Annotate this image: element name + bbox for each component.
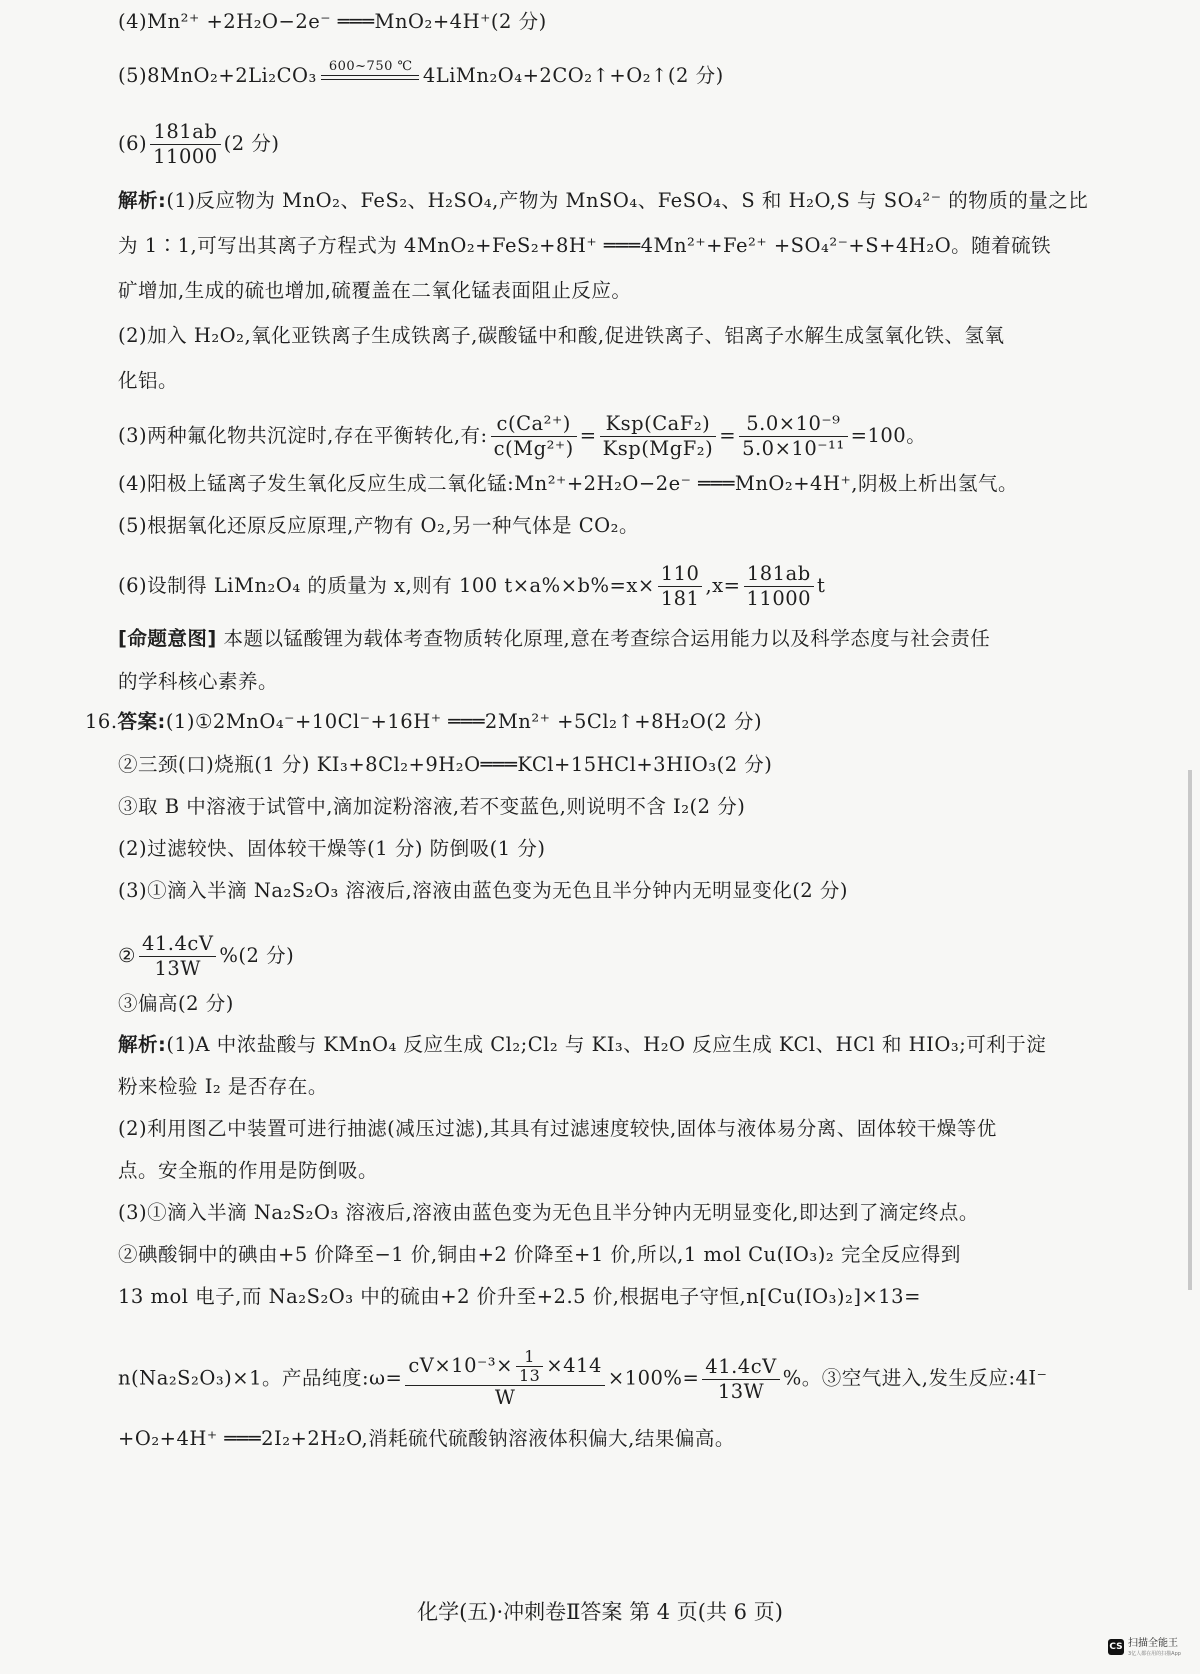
fraction-denominator: c(Mg²⁺) (493, 437, 574, 460)
analysis-text: (6)设制得 LiMn₂O₄ 的质量为 x,则有 100 t×a%×b%=x× (118, 574, 655, 597)
fraction (658, 562, 703, 611)
page-footer: 化学(五)·冲刺卷Ⅱ答案 第 4 页(共 6 页) (417, 1600, 783, 1624)
intent-text: 本题以锰酸锂为载体考查物质转化原理,意在考查综合运用能力以及科学态度与社会责任 (216, 627, 991, 650)
analysis-15-p1-l1 (118, 187, 1088, 215)
intent-label: [命题意图] (118, 627, 217, 650)
fraction-denominator: 11000 (746, 587, 812, 610)
fraction (702, 1355, 779, 1404)
fraction (600, 412, 717, 461)
analysis-15-p3: (3)两种氟化物共沉淀时,存在平衡转化,有: $\frac{\text{c(Ca²⁺)}}{\text{c(Mg²⁺)}}$ = $\frac{\text{Ksp(CaF₂)}}{\text{Ksp(MgF₂)}}$ = $\frac{\text{5.0×10⁻⁹}}{\text{5.0×10⁻¹¹}}$ =100。 (118, 412, 927, 460)
fraction-denominator: 13W (154, 957, 201, 980)
fraction-denominator: 13W (717, 1379, 765, 1403)
fraction-numerator (405, 1348, 605, 1386)
analysis-15-p1-l2: 为 1∶1,可写出其离子方程式为 4MnO₂+FeS₂+8H⁺ ═══4Mn²⁺+Fe²⁺ +SO₄²⁻+S+4H₂O。随着硫铁 (118, 234, 1052, 257)
scan-edge-shadow (1188, 770, 1192, 1290)
fraction (139, 932, 216, 981)
fraction (491, 412, 577, 461)
analysis-text: =100。 (850, 424, 927, 447)
answer-text: (1)①2MnO₄⁻+10Cl⁻+16H⁺ ═══2Mn²⁺ +5Cl₂↑+8H₂O(2 分) (165, 710, 763, 733)
fraction (739, 412, 848, 461)
fraction-numerator: 181ab (150, 120, 221, 145)
analysis-text: n(Na₂S₂O₃)×1。产品纯度:ω= (118, 1366, 403, 1390)
answer-15-5-right: 4LiMn₂O₄+2CO₂↑+O₂↑(2 分) (422, 64, 724, 87)
analysis-label: 解析: (118, 1033, 167, 1056)
analysis-16-p3-l4 (118, 1348, 1047, 1410)
numerator-part: ×414 (546, 1354, 602, 1377)
numerator-part: cV×10⁻³× (408, 1354, 513, 1377)
answer-15-5 (118, 58, 724, 90)
analysis-text: ×100%= (607, 1366, 700, 1390)
fraction-numerator: 181ab (744, 562, 815, 587)
fraction-numerator: 110 (658, 562, 703, 587)
analysis-16-p2-l1: (2)利用图乙中装置可进行抽滤(减压过滤),其具有过滤速度较快,固体与液体易分离、固体较干燥等优 (118, 1117, 997, 1140)
intent-l1 (118, 625, 990, 653)
answer-15-6 (118, 120, 280, 169)
reaction-condition-label: 600~750 ℃ (328, 58, 413, 74)
fraction-numerator: 41.4cV (139, 932, 216, 957)
fraction-numerator: 5.0×10⁻⁹ (739, 412, 848, 437)
analysis-text: (3)两种氟化物共沉淀时,存在平衡转化,有: (118, 424, 488, 447)
answer-16-1-1 (85, 708, 762, 736)
fraction-denominator: 181 (660, 587, 700, 610)
answer-16-3-3: ③偏高(2 分) (118, 992, 234, 1015)
analysis-15-p5: (5)根据氧化还原反应原理,产物有 O₂,另一种气体是 CO₂。 (118, 514, 639, 537)
answer-label: 答案: (117, 710, 166, 733)
fraction-numerator: 1 (516, 1348, 543, 1367)
watermark-name: 扫描全能王 (1128, 1638, 1178, 1649)
analysis-16-p3-l3: 13 mol 电子,而 Na₂S₂O₃ 中的硫由+2 价升至+2.5 价,根据电子守恒,n[Cu(IO₃)₂]×13= (118, 1285, 921, 1308)
fraction (405, 1348, 605, 1410)
fraction (744, 562, 815, 611)
answer-15-5-left: (5)8MnO₂+2Li₂CO₃ (118, 64, 317, 87)
fraction-numerator: 41.4cV (702, 1355, 779, 1380)
intent-l2: 的学科核心素养。 (118, 670, 279, 693)
analysis-16-p3-l1: (3)①滴入半滴 Na₂S₂O₃ 溶液后,溶液由蓝色变为无色且半分钟内无明显变化,即达到了滴定终点。 (118, 1201, 979, 1224)
fraction (150, 120, 221, 169)
analysis-15-p6 (118, 562, 825, 611)
analysis-15-p2-l2: 化铝。 (118, 369, 179, 392)
analysis-16-p1-l1 (118, 1031, 1046, 1059)
answer-15-6-suffix: (2 分) (223, 132, 280, 155)
analysis-text: %。③空气进入,发生反应:4I⁻ (782, 1366, 1048, 1390)
fraction-denominator: 5.0×10⁻¹¹ (742, 437, 845, 460)
inner-fraction (516, 1348, 543, 1385)
analysis-16-p3-l5: +O₂+4H⁺ ═══2I₂+2H₂O,消耗硫代硫酸钠溶液体积偏大,结果偏高。 (118, 1427, 735, 1450)
answer-text: ② (118, 944, 136, 967)
analysis-text: t (817, 574, 826, 597)
fraction-denominator: W (494, 1386, 516, 1409)
analysis-text: ,x= (705, 574, 741, 597)
analysis-label: 解析: (118, 189, 167, 212)
fraction-numerator: Ksp(CaF₂) (600, 412, 717, 437)
fraction-denominator: Ksp(MgF₂) (602, 437, 714, 460)
answer-15-6-prefix: (6) (118, 132, 148, 155)
question-number: 16. (85, 710, 118, 733)
camscanner-logo-icon: CS (1108, 1639, 1124, 1655)
fraction-denominator: 11000 (153, 145, 218, 168)
analysis-16-p1-l2: 粉来检验 I₂ 是否存在。 (118, 1075, 328, 1098)
answer-15-4: (4)Mn²⁺ +2H₂O−2e⁻ ═══MnO₂+4H⁺(2 分) (118, 10, 547, 33)
answer-16-1-2: ②三颈(口)烧瓶(1 分) KI₃+8Cl₂+9H₂O═══KCl+15HCl+3HIO₃(2 分) (118, 753, 773, 776)
reaction-condition (317, 58, 423, 87)
analysis-text: (1)A 中浓盐酸与 KMnO₄ 反应生成 Cl₂;Cl₂ 与 KI₃、H₂O 反应生成 KCl、HCl 和 HIO₃;可利于淀 (166, 1033, 1047, 1056)
analysis-text: (1)反应物为 MnO₂、FeS₂、H₂SO₄,产物为 MnSO₄、FeSO₄、S 和 H₂O,S 与 SO₄²⁻ 的物质的量之比 (166, 189, 1089, 212)
watermark-sub: 3亿人都在用的扫描App (1128, 1651, 1181, 1657)
analysis-16-p2-l2: 点。安全瓶的作用是防倒吸。 (118, 1159, 379, 1182)
analysis-16-p3-l2: ②碘酸铜中的碘由+5 价降至−1 价,铜由+2 价降至+1 价,所以,1 mol Cu(IO₃)₂ 完全反应得到 (118, 1243, 961, 1266)
answer-16-2: (2)过滤较快、固体较干燥等(1 分) 防倒吸(1 分) (118, 837, 546, 860)
answer-16-1-3: ③取 B 中溶液于试管中,滴加淀粉溶液,若不变蓝色,则说明不含 I₂(2 分) (118, 795, 746, 818)
fraction-numerator: c(Ca²⁺) (491, 412, 577, 437)
answer-16-3-1: (3)①滴入半滴 Na₂S₂O₃ 溶液后,溶液由蓝色变为无色且半分钟内无明显变化(2 分) (118, 879, 849, 902)
analysis-15-p2-l1: (2)加入 H₂O₂,氧化亚铁离子生成铁离子,碳酸锰中和酸,促进铁离子、铝离子水解生成氢氧化铁、氢氧 (118, 324, 1005, 347)
analysis-15-p1-l3: 矿增加,生成的硫也增加,硫覆盖在二氧化锰表面阻止反应。 (118, 279, 632, 302)
fraction-denominator: 13 (518, 1366, 541, 1385)
answer-text: %(2 分) (219, 944, 295, 967)
answer-16-3-2 (118, 932, 294, 981)
analysis-15-p4: (4)阳极上锰离子发生氧化反应生成二氧化锰:Mn²⁺+2H₂O−2e⁻ ═══MnO₂+4H⁺,阴极上析出氢气。 (118, 472, 1018, 495)
